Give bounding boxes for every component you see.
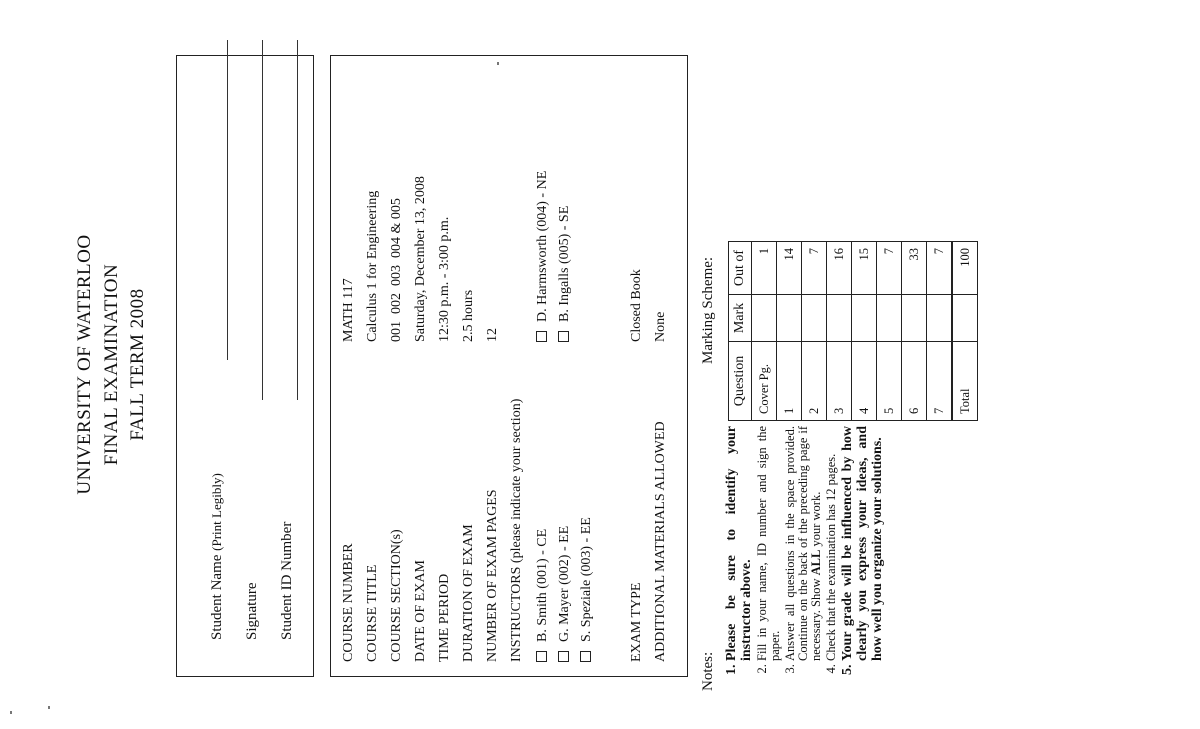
total-label-cell: Total (952, 342, 978, 421)
total-mark-cell[interactable] (952, 295, 978, 342)
course-title-value: Calculus 1 for Engineering (365, 190, 380, 342)
table-row (902, 242, 927, 421)
university-name: UNIVERSITY OF WATERLOO (74, 234, 95, 495)
out-of-cell: 16 (827, 242, 852, 295)
checkbox[interactable] (580, 651, 591, 662)
list-item: 3. Answer all questions in the space provided. Continue on the back of the preceding page if necessary. Show ALL your work. (784, 426, 823, 661)
list-item: 5. Your grade will be influenced by how clearly you express your ideas, and how well you organize your solutions. (840, 426, 885, 661)
checkbox[interactable] (558, 331, 569, 342)
notes-list (724, 426, 887, 683)
question-cell: 4 (852, 342, 877, 421)
instructors-label (509, 399, 525, 662)
checkbox[interactable] (558, 651, 569, 662)
exam-info-box (330, 55, 688, 677)
scan-speck (48, 706, 50, 709)
table-row (752, 242, 777, 421)
question-cell: 3 (827, 342, 852, 421)
instructors-label-text: INSTRUCTORS (please indicate your section) (509, 398, 524, 662)
instructor-option[interactable]: B. Smith (001) - CE (535, 529, 551, 662)
signature-field[interactable] (262, 40, 263, 400)
mark-cell[interactable] (902, 295, 927, 342)
out-of-cell: 33 (902, 242, 927, 295)
course-number-value: MATH 117 (341, 278, 356, 342)
signature-label: Signature (244, 582, 260, 640)
column-header-out-of: Out of (729, 242, 752, 295)
exam-type-value: Closed Book (629, 269, 644, 342)
pages-value: 12 (485, 328, 500, 342)
instructor-option[interactable]: S. Speziale (003) - EE (579, 517, 595, 662)
materials-value: None (653, 311, 668, 342)
student-name-field[interactable] (227, 40, 228, 360)
marking-scheme-title: Marking Scheme: (700, 256, 716, 364)
out-of-cell: 7 (802, 242, 827, 295)
duration-value: 2.5 hours (461, 289, 476, 342)
column-header-mark: Mark (729, 295, 752, 342)
course-sections-label: COURSE SECTION(s) (389, 529, 404, 662)
table-row (802, 242, 827, 421)
list-item: 2. Fill in your name, ID number and sign the paper. (756, 426, 782, 661)
student-id-label: Student ID Number (279, 521, 295, 640)
out-of-cell: 7 (927, 242, 953, 295)
question-cell: 5 (877, 342, 902, 421)
duration-label: DURATION OF EXAM (461, 524, 476, 662)
out-of-cell: 15 (852, 242, 877, 295)
total-row (952, 242, 978, 421)
list-item: 1. Please be sure to identify your instructor above. (724, 426, 754, 661)
instructor-option[interactable]: D. Harmsworth (004) - NE (535, 171, 551, 342)
total-out-of-cell: 100 (952, 242, 978, 295)
table-row (777, 242, 802, 421)
mark-cell[interactable] (752, 295, 777, 342)
list-item: 4. Check that the examination has 12 pages. (825, 426, 838, 661)
scan-speck (497, 62, 499, 65)
time-value: 12:30 p.m. - 3:00 p.m. (437, 216, 452, 342)
student-info-box (176, 55, 314, 677)
mark-cell[interactable] (927, 295, 953, 342)
mark-cell[interactable] (777, 295, 802, 342)
out-of-cell: 1 (752, 242, 777, 295)
course-sections-value: 001 002 003 004 & 005 (389, 198, 404, 342)
column-header-question: Question (729, 342, 752, 421)
instructor-option[interactable]: B. Ingalls (005) - SE (557, 206, 573, 342)
out-of-cell: 7 (877, 242, 902, 295)
out-of-cell: 14 (777, 242, 802, 295)
materials-label: ADDITIONAL MATERIALS ALLOWED (653, 421, 668, 662)
marking-scheme-table (728, 241, 978, 421)
scan-speck (10, 711, 12, 714)
table-row (927, 242, 953, 421)
table-row (827, 242, 852, 421)
table-row (852, 242, 877, 421)
notes-title: Notes: (700, 651, 716, 691)
mark-cell[interactable] (877, 295, 902, 342)
question-cell: Cover Pg. (752, 342, 777, 421)
question-cell: 1 (777, 342, 802, 421)
time-label: TIME PERIOD (437, 573, 452, 662)
date-value: Saturday, December 13, 2008 (413, 176, 428, 342)
checkbox[interactable] (536, 331, 547, 342)
mark-cell[interactable] (852, 295, 877, 342)
pages-label: NUMBER OF EXAM PAGES (485, 489, 500, 662)
course-title-label: COURSE TITLE (365, 564, 380, 662)
instructor-option[interactable]: G. Mayer (002) - EE (557, 526, 573, 662)
exam-term: FALL TERM 2008 (127, 288, 148, 441)
exam-title: FINAL EXAMINATION (101, 263, 122, 466)
date-label: DATE OF EXAM (413, 560, 428, 662)
student-id-field[interactable] (297, 40, 298, 400)
course-number-label: COURSE NUMBER (341, 543, 356, 662)
question-cell: 2 (802, 342, 827, 421)
student-name-label: Student Name (Print Legibly) (209, 473, 225, 640)
table-row (877, 242, 902, 421)
exam-type-label: EXAM TYPE (629, 582, 644, 662)
question-cell: 6 (902, 342, 927, 421)
question-cell: 7 (927, 342, 953, 421)
mark-cell[interactable] (802, 295, 827, 342)
mark-cell[interactable] (827, 295, 852, 342)
checkbox[interactable] (536, 651, 547, 662)
